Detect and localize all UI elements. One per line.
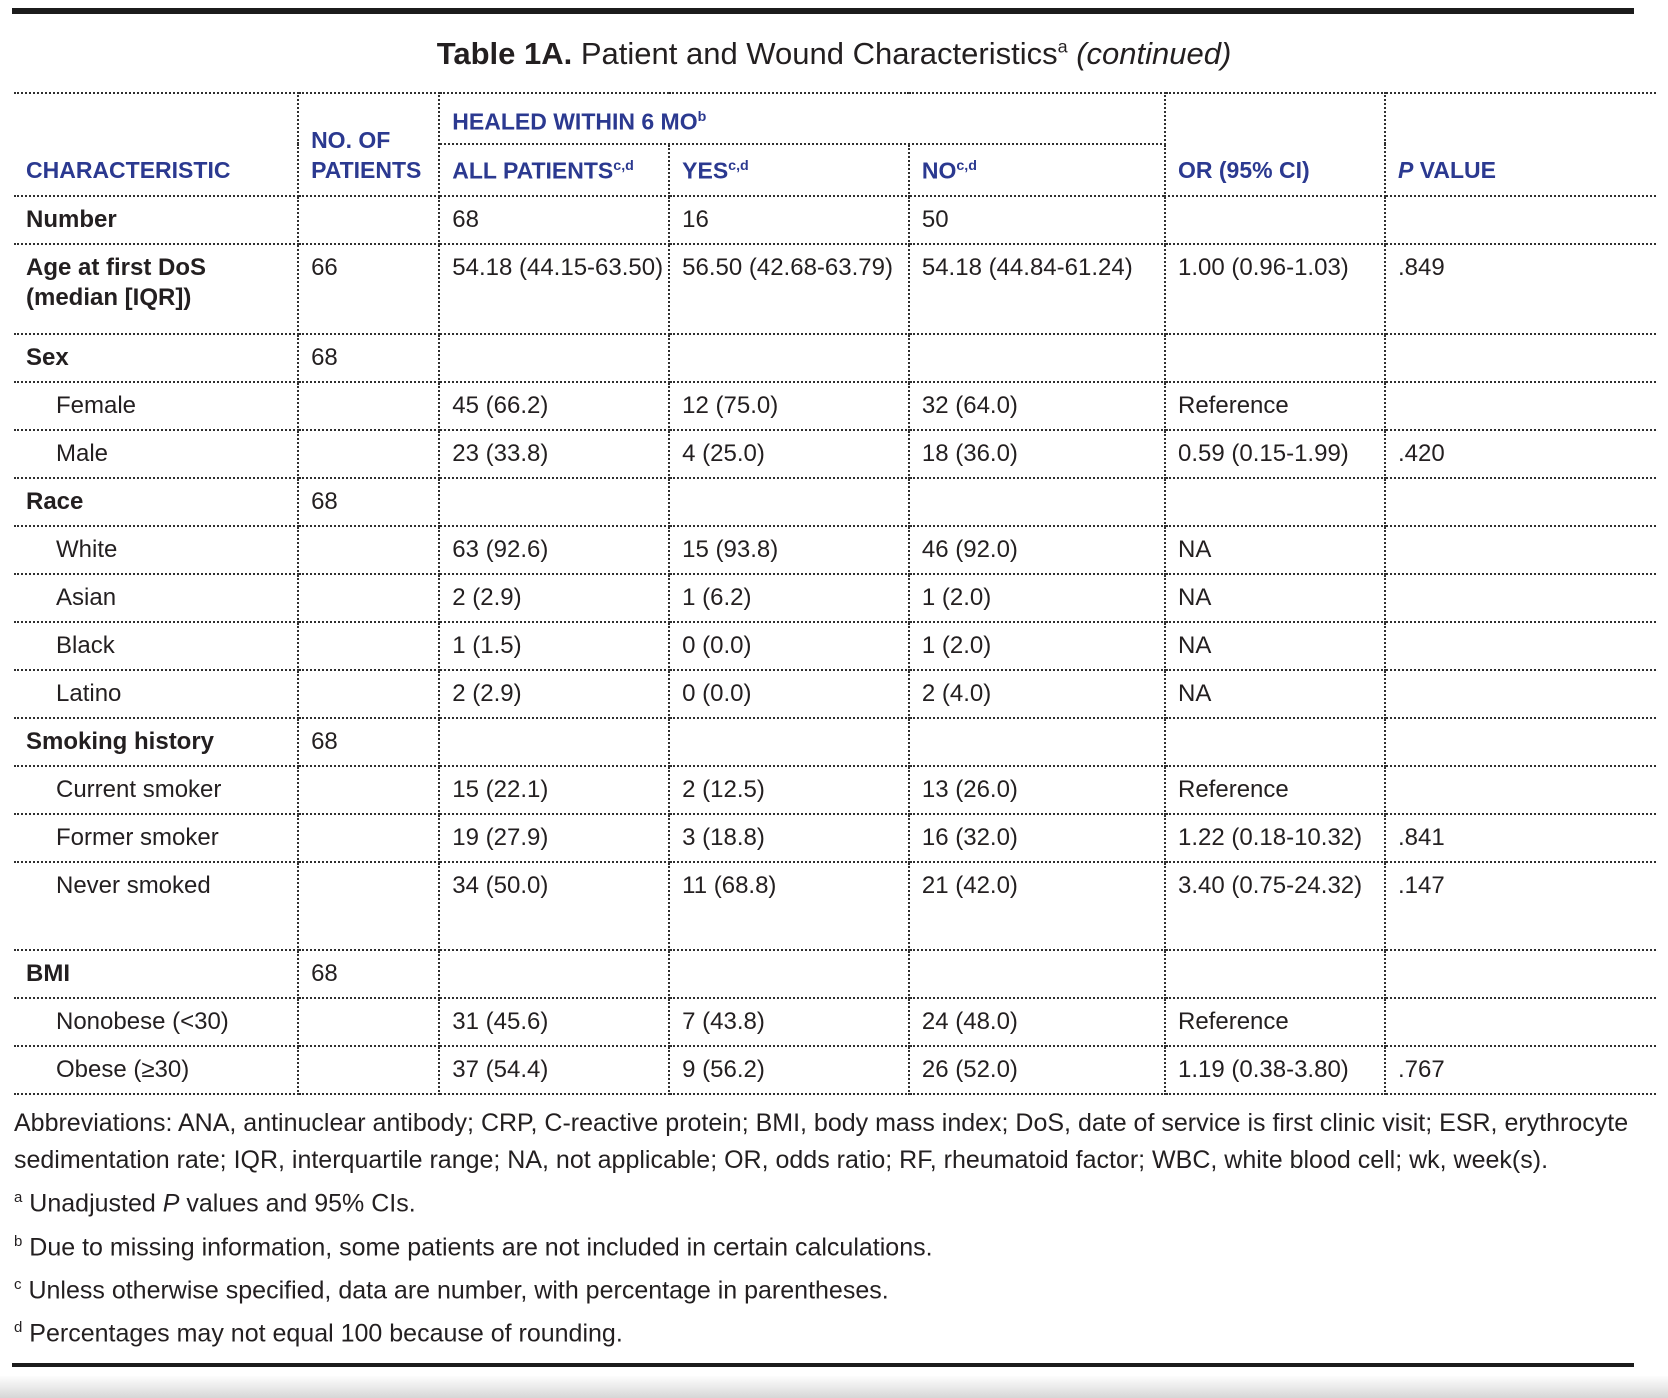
cell-p-value xyxy=(1385,382,1656,430)
cell-or-ci xyxy=(1165,478,1385,526)
cell-characteristic: Never smoked xyxy=(14,862,298,950)
table-row xyxy=(14,526,1656,574)
cell-p-value: .849 xyxy=(1385,244,1656,334)
cell-no xyxy=(909,478,1165,526)
cell-all-patients: 2 (2.9) xyxy=(439,574,669,622)
cell-all-patients: 1 (1.5) xyxy=(439,622,669,670)
cell-yes: 1 (6.2) xyxy=(669,574,909,622)
cell-yes xyxy=(669,950,909,998)
footnote-b: $^b$ Due to missing information, some patients are not included in certain calculations. xyxy=(14,1232,933,1261)
cell-no-of-patients xyxy=(298,998,439,1046)
characteristics-table xyxy=(14,92,1656,1095)
table-row xyxy=(14,622,1656,670)
header-yes: YES$^{c,d}$ xyxy=(669,144,909,197)
bottom-rule xyxy=(12,1363,1634,1367)
cell-or-ci: NA xyxy=(1165,670,1385,718)
cell-all-patients xyxy=(439,718,669,766)
cell-all-patients: 54.18 (44.15-63.50) xyxy=(439,244,669,334)
cell-p-value xyxy=(1385,766,1656,814)
table-row xyxy=(14,998,1656,1046)
table-row xyxy=(14,382,1656,430)
cell-yes xyxy=(669,718,909,766)
cell-or-ci: 1.22 (0.18-10.32) xyxy=(1165,814,1385,862)
table-row xyxy=(14,862,1656,950)
cell-no: 32 (64.0) xyxy=(909,382,1165,430)
cell-no-of-patients xyxy=(298,670,439,718)
table-row xyxy=(14,718,1656,766)
cell-p-value xyxy=(1385,998,1656,1046)
cell-characteristic: Smoking history xyxy=(14,718,298,766)
cell-characteristic: Age at first DoS (median [IQR]) xyxy=(14,244,298,334)
cell-characteristic: Male xyxy=(14,430,298,478)
cell-no: 1 (2.0) xyxy=(909,622,1165,670)
table-row xyxy=(14,766,1656,814)
cell-yes: 4 (25.0) xyxy=(669,430,909,478)
cell-characteristic: Obese (≥30) xyxy=(14,1046,298,1094)
cell-no-of-patients xyxy=(298,382,439,430)
title-continued: (continued) xyxy=(1076,36,1232,71)
cell-p-value xyxy=(1385,718,1656,766)
cell-yes: 12 (75.0) xyxy=(669,382,909,430)
cell-p-value xyxy=(1385,574,1656,622)
cell-no-of-patients xyxy=(298,526,439,574)
header-patients: PATIENTS xyxy=(311,157,422,184)
header-or-ci: OR (95% CI) xyxy=(1165,93,1385,196)
table-row xyxy=(14,574,1656,622)
cell-or-ci: NA xyxy=(1165,526,1385,574)
table-body xyxy=(14,196,1656,1094)
cell-no-of-patients: 68 xyxy=(298,950,439,998)
cell-no-of-patients xyxy=(298,574,439,622)
cell-all-patients xyxy=(439,478,669,526)
cell-characteristic: Current smoker xyxy=(14,766,298,814)
cell-no: 2 (4.0) xyxy=(909,670,1165,718)
cell-all-patients xyxy=(439,334,669,382)
header-no-of-patients xyxy=(298,93,439,196)
cell-no: 1 (2.0) xyxy=(909,574,1165,622)
cell-characteristic: Former smoker xyxy=(14,814,298,862)
cell-yes: 2 (12.5) xyxy=(669,766,909,814)
cell-all-patients: 31 (45.6) xyxy=(439,998,669,1046)
cell-characteristic: Black xyxy=(14,622,298,670)
cell-no: 13 (26.0) xyxy=(909,766,1165,814)
cell-p-value xyxy=(1385,526,1656,574)
cell-p-value: .147 xyxy=(1385,862,1656,950)
footnote-c: $^c$ Unless otherwise specified, data are number, with percentage in parentheses. xyxy=(14,1275,889,1305)
cell-no: 54.18 (44.84-61.24) xyxy=(909,244,1165,334)
cell-or-ci: NA xyxy=(1165,574,1385,622)
table-row xyxy=(14,478,1656,526)
cell-all-patients: 15 (22.1) xyxy=(439,766,669,814)
cell-no-of-patients xyxy=(298,1046,439,1094)
cell-p-value: .767 xyxy=(1385,1046,1656,1094)
cell-yes: 15 (93.8) xyxy=(669,526,909,574)
cell-characteristic: Race xyxy=(14,478,298,526)
cell-all-patients: 45 (66.2) xyxy=(439,382,669,430)
cell-no-of-patients xyxy=(298,862,439,950)
table-title-text: Patient and Wound Characteristics xyxy=(580,36,1058,71)
table-row xyxy=(14,950,1656,998)
header-characteristic: CHARACTERISTIC xyxy=(14,93,298,196)
cell-p-value xyxy=(1385,478,1656,526)
cell-all-patients: 34 (50.0) xyxy=(439,862,669,950)
cell-all-patients xyxy=(439,950,669,998)
cell-all-patients: 19 (27.9) xyxy=(439,814,669,862)
header-p-rest: VALUE xyxy=(1413,157,1496,184)
footnote-abbreviations: Abbreviations: ANA, antinuclear antibody; CRP, C-reactive protein; BMI, body mass index; DoS, date of service is first clinic visit; ESR, erythrocyte sedimentation rate; IQR, interquartile range; NA, not applicable; OR, odds ratio; RF, rheumatoid factor; WBC, white blood cell; wk, week(s). xyxy=(14,1109,1629,1175)
cell-or-ci: Reference xyxy=(1165,766,1385,814)
cell-or-ci: Reference xyxy=(1165,382,1385,430)
cell-characteristic: Sex xyxy=(14,334,298,382)
cell-yes: 16 xyxy=(669,196,909,244)
cell-no-of-patients: 68 xyxy=(298,334,439,382)
footnote-a: $^a$ Unadjusted P values and 95% CIs. xyxy=(14,1189,416,1218)
cell-no-of-patients: 68 xyxy=(298,478,439,526)
cell-no: 16 (32.0) xyxy=(909,814,1165,862)
header-p-value xyxy=(1385,93,1656,196)
cell-p-value xyxy=(1385,334,1656,382)
cell-or-ci: 0.59 (0.15-1.99) xyxy=(1165,430,1385,478)
table-row xyxy=(14,670,1656,718)
cell-yes: 3 (18.8) xyxy=(669,814,909,862)
cell-no-of-patients: 66 xyxy=(298,244,439,334)
cell-yes: 7 (43.8) xyxy=(669,998,909,1046)
cell-no xyxy=(909,718,1165,766)
cell-yes: 0 (0.0) xyxy=(669,670,909,718)
cell-characteristic: Asian xyxy=(14,574,298,622)
table-row xyxy=(14,334,1656,382)
cell-characteristic: Nonobese (<30) xyxy=(14,998,298,1046)
cell-p-value xyxy=(1385,670,1656,718)
cell-no: 50 xyxy=(909,196,1165,244)
page-edge-shadow xyxy=(0,1376,1668,1398)
cell-p-value xyxy=(1385,622,1656,670)
cell-no: 46 (92.0) xyxy=(909,526,1165,574)
table-number: Table 1A. xyxy=(436,36,573,71)
cell-characteristic: Female xyxy=(14,382,298,430)
table-row xyxy=(14,430,1656,478)
cell-yes xyxy=(669,334,909,382)
header-healed-group xyxy=(439,93,1165,144)
cell-p-value xyxy=(1385,950,1656,998)
cell-or-ci: 1.19 (0.38-3.80) xyxy=(1165,1046,1385,1094)
cell-characteristic: White xyxy=(14,526,298,574)
cell-no xyxy=(909,334,1165,382)
cell-yes xyxy=(669,478,909,526)
cell-no: 18 (36.0) xyxy=(909,430,1165,478)
cell-p-value: .420 xyxy=(1385,430,1656,478)
cell-yes: 56.50 (42.68-63.79) xyxy=(669,244,909,334)
cell-no: 21 (42.0) xyxy=(909,862,1165,950)
cell-yes: 0 (0.0) xyxy=(669,622,909,670)
cell-or-ci xyxy=(1165,950,1385,998)
cell-all-patients: 63 (92.6) xyxy=(439,526,669,574)
cell-no-of-patients xyxy=(298,622,439,670)
page-title xyxy=(0,36,1668,72)
table-row xyxy=(14,814,1656,862)
cell-or-ci: 1.00 (0.96-1.03) xyxy=(1165,244,1385,334)
cell-characteristic: Latino xyxy=(14,670,298,718)
cell-or-ci: Reference xyxy=(1165,998,1385,1046)
footnotes xyxy=(14,1105,1648,1352)
cell-yes: 11 (68.8) xyxy=(669,862,909,950)
table-row xyxy=(14,1046,1656,1094)
cell-yes: 9 (56.2) xyxy=(669,1046,909,1094)
header-no: NO$^{c,d}$ xyxy=(909,144,1165,197)
cell-or-ci xyxy=(1165,718,1385,766)
table-row xyxy=(14,196,1656,244)
cell-no-of-patients xyxy=(298,430,439,478)
cell-no-of-patients: 68 xyxy=(298,718,439,766)
cell-or-ci xyxy=(1165,196,1385,244)
cell-characteristic: Number xyxy=(14,196,298,244)
cell-no-of-patients xyxy=(298,814,439,862)
header-no-of: NO. OF xyxy=(311,127,391,154)
cell-or-ci: NA xyxy=(1165,622,1385,670)
header-p-italic: P xyxy=(1398,157,1414,184)
cell-or-ci xyxy=(1165,334,1385,382)
cell-all-patients: 2 (2.9) xyxy=(439,670,669,718)
cell-all-patients: 37 (54.4) xyxy=(439,1046,669,1094)
header-all-patients: ALL PATIENTS$^{c,d}$ xyxy=(439,144,669,197)
cell-p-value: .841 xyxy=(1385,814,1656,862)
top-rule xyxy=(12,8,1634,14)
title-superscript: a xyxy=(1057,36,1068,57)
cell-no-of-patients xyxy=(298,196,439,244)
cell-no xyxy=(909,950,1165,998)
cell-or-ci: 3.40 (0.75-24.32) xyxy=(1165,862,1385,950)
cell-no-of-patients xyxy=(298,766,439,814)
cell-no: 26 (52.0) xyxy=(909,1046,1165,1094)
cell-characteristic: BMI xyxy=(14,950,298,998)
table-row xyxy=(14,244,1656,334)
cell-no: 24 (48.0) xyxy=(909,998,1165,1046)
cell-all-patients: 23 (33.8) xyxy=(439,430,669,478)
footnote-d: $^d$ Percentages may not equal 100 because of rounding. xyxy=(14,1319,623,1348)
header-healed-label: HEALED WITHIN 6 MO xyxy=(452,108,698,135)
cell-all-patients: 68 xyxy=(439,196,669,244)
cell-p-value xyxy=(1385,196,1656,244)
header-healed-sup: b xyxy=(697,109,707,125)
